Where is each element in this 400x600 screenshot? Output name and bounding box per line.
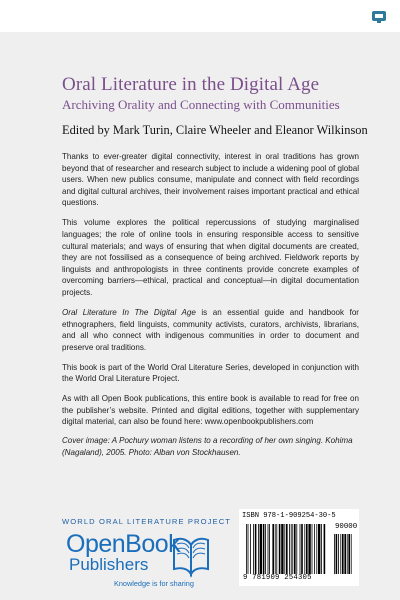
blurb-paragraph-3 <box>62 307 359 353</box>
price-code: 90000 <box>335 523 358 531</box>
top-bar <box>0 0 400 32</box>
book-reader-icon[interactable] <box>371 9 387 25</box>
publisher-tagline: Knowledge is for sharing <box>114 579 194 588</box>
editors-line: Edited by Mark Turin, Claire Wheeler and Eleanor Wilkinson <box>62 123 368 137</box>
blurb <box>62 151 359 467</box>
book-title-italic: Oral Literature In The Digital Age <box>62 307 196 317</box>
isbn-text: ISBN 978-1-909254-30-5 <box>242 512 336 520</box>
blurb-paragraph-1: Thanks to ever-greater digital connectivity, interest in oral traditions has grown beyond that of researcher and research subject to include a widening pool of global users. When new publics consume, manipulate and connect with field recordings and digital cultural archives, their involvement raises important practical and ethical questions. <box>62 152 359 208</box>
book-title: Oral Literature in the Digital Age <box>62 74 320 95</box>
publisher-name-line1: OpenBook <box>66 530 181 558</box>
barcode-bars <box>246 524 326 574</box>
series-label: WORLD ORAL LITERATURE PROJECT <box>62 517 232 526</box>
barcode-digits: 9 781909 254305 <box>243 574 312 582</box>
barcode-addon-bars <box>334 534 355 574</box>
book-subtitle: Archiving Orality and Connecting with Communities <box>62 97 340 112</box>
blurb-paragraph-2: This volume explores the political repercussions of studying marginalised languages; the role of online tools in ensuring responsible access to sensitive cultural materials; and ways of ensuring that when digital documents are created, they are not fossilised as a consequence of being archived. Fieldwork reports by linguists and anthropologists in three continents provide concrete examples of overcoming barriers—ethical, practical and conceptual—in digital documentation projects. <box>62 218 359 297</box>
blurb-paragraph-4: This book is part of the World Oral Literature Series, developed in conjunction with the World Oral Literature Project. <box>62 362 359 384</box>
blurb-paragraph-3-text: is an essential guide and handbook for ethnographers, field linguists, community activists, curators, archivists, librarians, and all who connect with indigenous communities in order to document and preserve oral traditions. <box>62 307 359 352</box>
blurb-paragraph-5: As with all Open Book publications, this entire book is available to read for free on the publisher’s website. Printed and digital editions, together with supplementary digital material, can also be found here: www.openbookpublishers.com <box>62 394 359 427</box>
cover-image-caption: Cover image: A Pochury woman listens to a recording of her own singing. Kohima (Nagaland), 2005. Photo: Alban von Stockhausen. <box>62 436 353 458</box>
publisher-name-line2: Publishers <box>69 555 149 574</box>
open-book-logo-icon <box>170 534 212 578</box>
